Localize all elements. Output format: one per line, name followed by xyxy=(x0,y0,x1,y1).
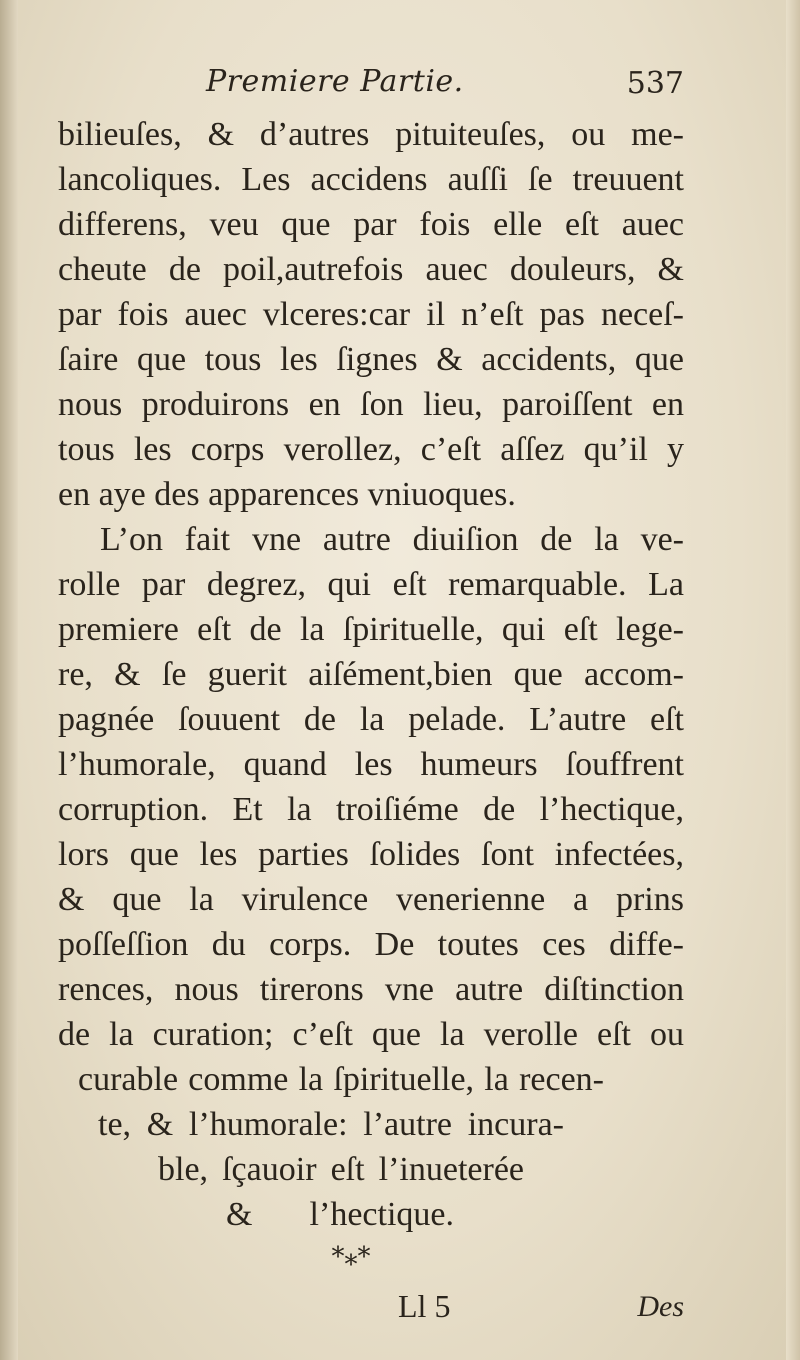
text-line: par fois auec vlceres:car il n’eſt pas neceſ- xyxy=(58,296,684,333)
text-line: & que la virulence venerienne a prins xyxy=(58,881,684,918)
asterism-ornament: *⁎* xyxy=(331,1242,371,1272)
text-line: ſaire que tous les ſignes & accidents, que xyxy=(58,341,684,378)
text-line: cheute de poil,autrefois auec douleurs, & xyxy=(58,251,684,288)
text-line: differens, veu que par fois elle eſt auec xyxy=(58,206,684,243)
text-line: rences, nous tirerons vne autre diſtinction xyxy=(58,971,684,1008)
text-line: tous les corps verollez, c’eſt aſſez qu’il y xyxy=(58,431,684,468)
text-line: rolle par degrez, qui eſt remarquable. La xyxy=(58,566,684,603)
text-line: l’humorale, quand les humeurs ſouffrent xyxy=(58,746,684,783)
text-line: poſſeſſion du corps. De toutes ces diffe- xyxy=(58,926,684,963)
tapered-line: & l’hectique. xyxy=(226,1196,454,1233)
page-edge xyxy=(786,0,800,1360)
tapered-line: te, & l’humorale: l’autre incura- xyxy=(98,1106,564,1143)
running-head: Premiere Partie. xyxy=(206,64,464,99)
page-gutter-shadow xyxy=(0,0,18,1360)
text-line: lors que les parties ſolides ſont infectées, xyxy=(58,836,684,873)
tapered-line: curable comme la ſpirituelle, la recen- xyxy=(78,1061,604,1098)
text-line: bilieuſes, & d’autres pituiteuſes, ou me- xyxy=(58,116,684,153)
signature-mark: Ll 5 xyxy=(398,1288,451,1324)
page-footer xyxy=(58,1288,684,1332)
text-line: nous produirons en ſon lieu, paroiſſent en xyxy=(58,386,684,423)
text-line: premiere eſt de la ſpirituelle, qui eſt lege- xyxy=(58,611,684,648)
paragraph-start-line: L’on fait vne autre diuiſion de la ve- xyxy=(100,521,684,558)
text-line: de la curation; c’eſt que la verolle eſt ou xyxy=(58,1016,684,1053)
text-line: lancoliques. Les accidens auſſi ſe treuuent xyxy=(58,161,684,198)
text-line: pagnée ſouuent de la pelade. L’autre eſt xyxy=(58,701,684,738)
page-header xyxy=(58,64,684,112)
text-line: en aye des apparences vniuoques. xyxy=(58,476,516,513)
catchword: Des xyxy=(637,1290,684,1323)
tapered-line: ble, ſçauoir eſt l’inueterée xyxy=(158,1151,524,1188)
text-block xyxy=(58,112,684,1277)
text-line: re, & ſe guerit aiſément,bien que accom- xyxy=(58,656,684,693)
text-line: corruption. Et la troiſiéme de l’hectique, xyxy=(58,791,684,828)
page-number: 537 xyxy=(626,66,684,101)
